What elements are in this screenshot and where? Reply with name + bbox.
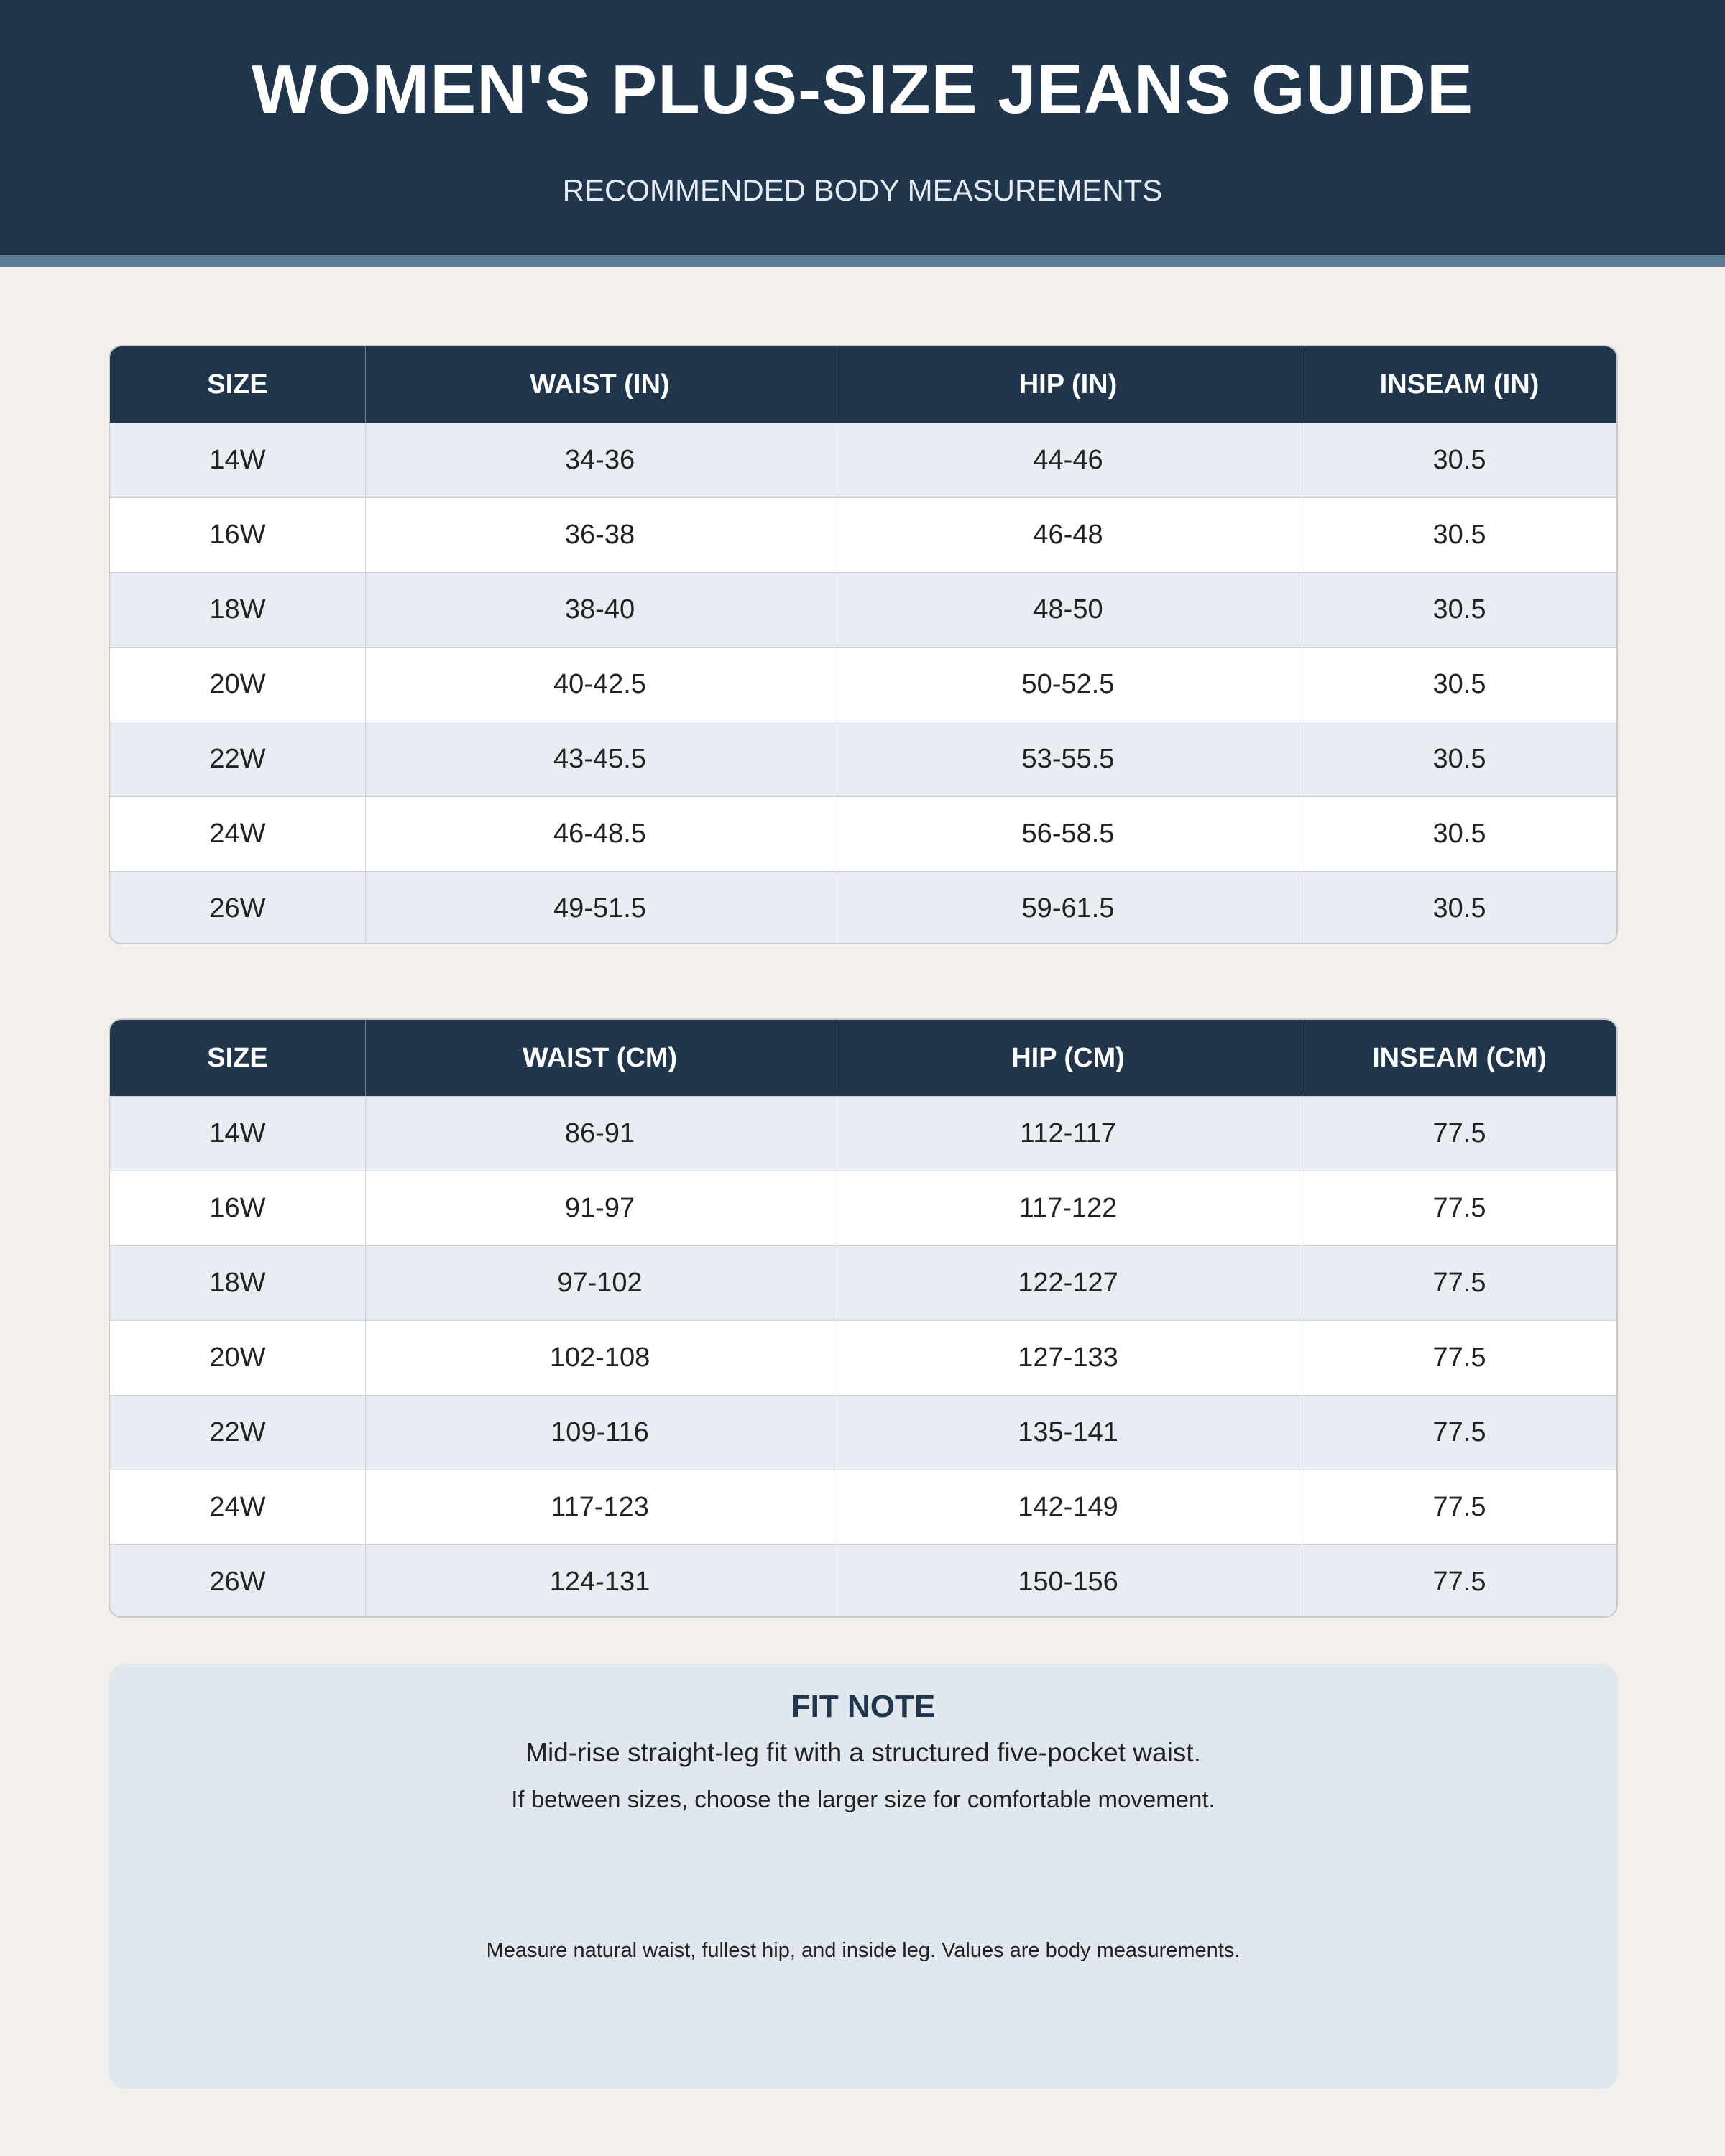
inseam-cell: 30.5 [1432,744,1486,774]
waist-cell: 38-40 [366,573,834,647]
page-title: WOMEN'S PLUS-SIZE JEANS GUIDE [252,51,1473,128]
inseam-cell: 77.5 [1432,1118,1486,1148]
hip-cell: 59-61.5 [834,872,1302,944]
table-row [110,1245,1616,1320]
table-row [110,497,1616,572]
table-row [110,1544,1616,1618]
column-header-inseam: INSEAM (CM) [1372,1042,1547,1073]
size-table-centimeters [109,1018,1618,1618]
inseam-cell: 77.5 [1432,1342,1486,1373]
waist-cell: 34-36 [366,423,834,497]
inseam-cell: 30.5 [1432,893,1486,923]
table-body [110,423,1616,944]
waist-cell: 102-108 [366,1321,834,1395]
waist-cell: 124-131 [366,1545,834,1618]
size-cell: 22W [110,1396,366,1470]
size-cell: 24W [110,1470,366,1544]
table-row [110,1470,1616,1544]
header-banner [0,0,1725,255]
table-row [110,572,1616,647]
hip-cell: 48-50 [834,573,1302,647]
hip-cell: 127-133 [834,1321,1302,1395]
table-row [110,647,1616,722]
waist-cell: 46-48.5 [366,797,834,871]
column-header-size: SIZE [110,346,366,423]
waist-cell: 97-102 [366,1246,834,1320]
size-table-inches [109,345,1618,944]
hip-cell: 142-149 [834,1470,1302,1544]
size-cell: 24W [110,797,366,871]
waist-cell: 109-116 [366,1396,834,1470]
hip-cell: 122-127 [834,1246,1302,1320]
table-row [110,796,1616,871]
size-cell: 22W [110,722,366,796]
table-row [110,722,1616,796]
column-header-size: SIZE [110,1020,366,1096]
size-cell: 14W [110,423,366,497]
hip-cell: 112-117 [834,1097,1302,1171]
table-row [110,1096,1616,1171]
fit-note-description: Mid-rise straight-leg fit with a structured five-pocket waist. [525,1738,1201,1767]
size-cell: 16W [110,498,366,572]
table-row [110,1395,1616,1470]
hip-cell: 117-122 [834,1171,1302,1245]
inseam-cell: 30.5 [1432,669,1486,699]
fit-note-sizing-tip: If between sizes, choose the larger size for comfortable movement. [511,1786,1215,1812]
inseam-cell: 77.5 [1432,1567,1486,1597]
table-row [110,423,1616,497]
column-header-waist: WAIST (CM) [366,1020,834,1096]
size-cell: 20W [110,1321,366,1395]
waist-cell: 43-45.5 [366,722,834,796]
fit-note-panel [109,1664,1618,2089]
waist-cell: 117-123 [366,1470,834,1544]
table-header-row [110,1020,1616,1096]
hip-cell: 150-156 [834,1545,1302,1618]
hip-cell: 50-52.5 [834,648,1302,722]
waist-cell: 91-97 [366,1171,834,1245]
inseam-cell: 77.5 [1432,1268,1486,1298]
inseam-cell: 30.5 [1432,594,1486,625]
table-row [110,1171,1616,1245]
waist-cell: 36-38 [366,498,834,572]
column-header-hip: HIP (CM) [834,1020,1302,1096]
hip-cell: 135-141 [834,1396,1302,1470]
inseam-cell: 30.5 [1432,445,1486,475]
inseam-cell: 30.5 [1432,819,1486,849]
inseam-cell: 77.5 [1432,1492,1486,1522]
waist-cell: 40-42.5 [366,648,834,722]
table-body [110,1096,1616,1618]
inseam-cell: 30.5 [1432,520,1486,550]
table-header-row [110,346,1616,423]
size-cell: 18W [110,573,366,647]
size-cell: 26W [110,872,366,944]
fit-note-title: FIT NOTE [791,1689,936,1724]
hip-cell: 44-46 [834,423,1302,497]
fit-note-measuring-tip: Measure natural waist, fullest hip, and inside leg. Values are body measurements. [486,1939,1241,1962]
hip-cell: 56-58.5 [834,797,1302,871]
size-cell: 18W [110,1246,366,1320]
header-divider [0,255,1725,267]
size-cell: 14W [110,1097,366,1171]
table-row [110,871,1616,944]
column-header-waist: WAIST (IN) [366,346,834,423]
inseam-cell: 77.5 [1432,1417,1486,1447]
size-cell: 26W [110,1545,366,1618]
waist-cell: 49-51.5 [366,872,834,944]
hip-cell: 53-55.5 [834,722,1302,796]
size-cell: 16W [110,1171,366,1245]
inseam-cell: 77.5 [1432,1193,1486,1223]
page-subtitle: RECOMMENDED BODY MEASUREMENTS [562,173,1163,207]
table-row [110,1320,1616,1395]
size-cell: 20W [110,648,366,722]
hip-cell: 46-48 [834,498,1302,572]
column-header-hip: HIP (IN) [834,346,1302,423]
column-header-inseam: INSEAM (IN) [1379,369,1540,400]
waist-cell: 86-91 [366,1097,834,1171]
